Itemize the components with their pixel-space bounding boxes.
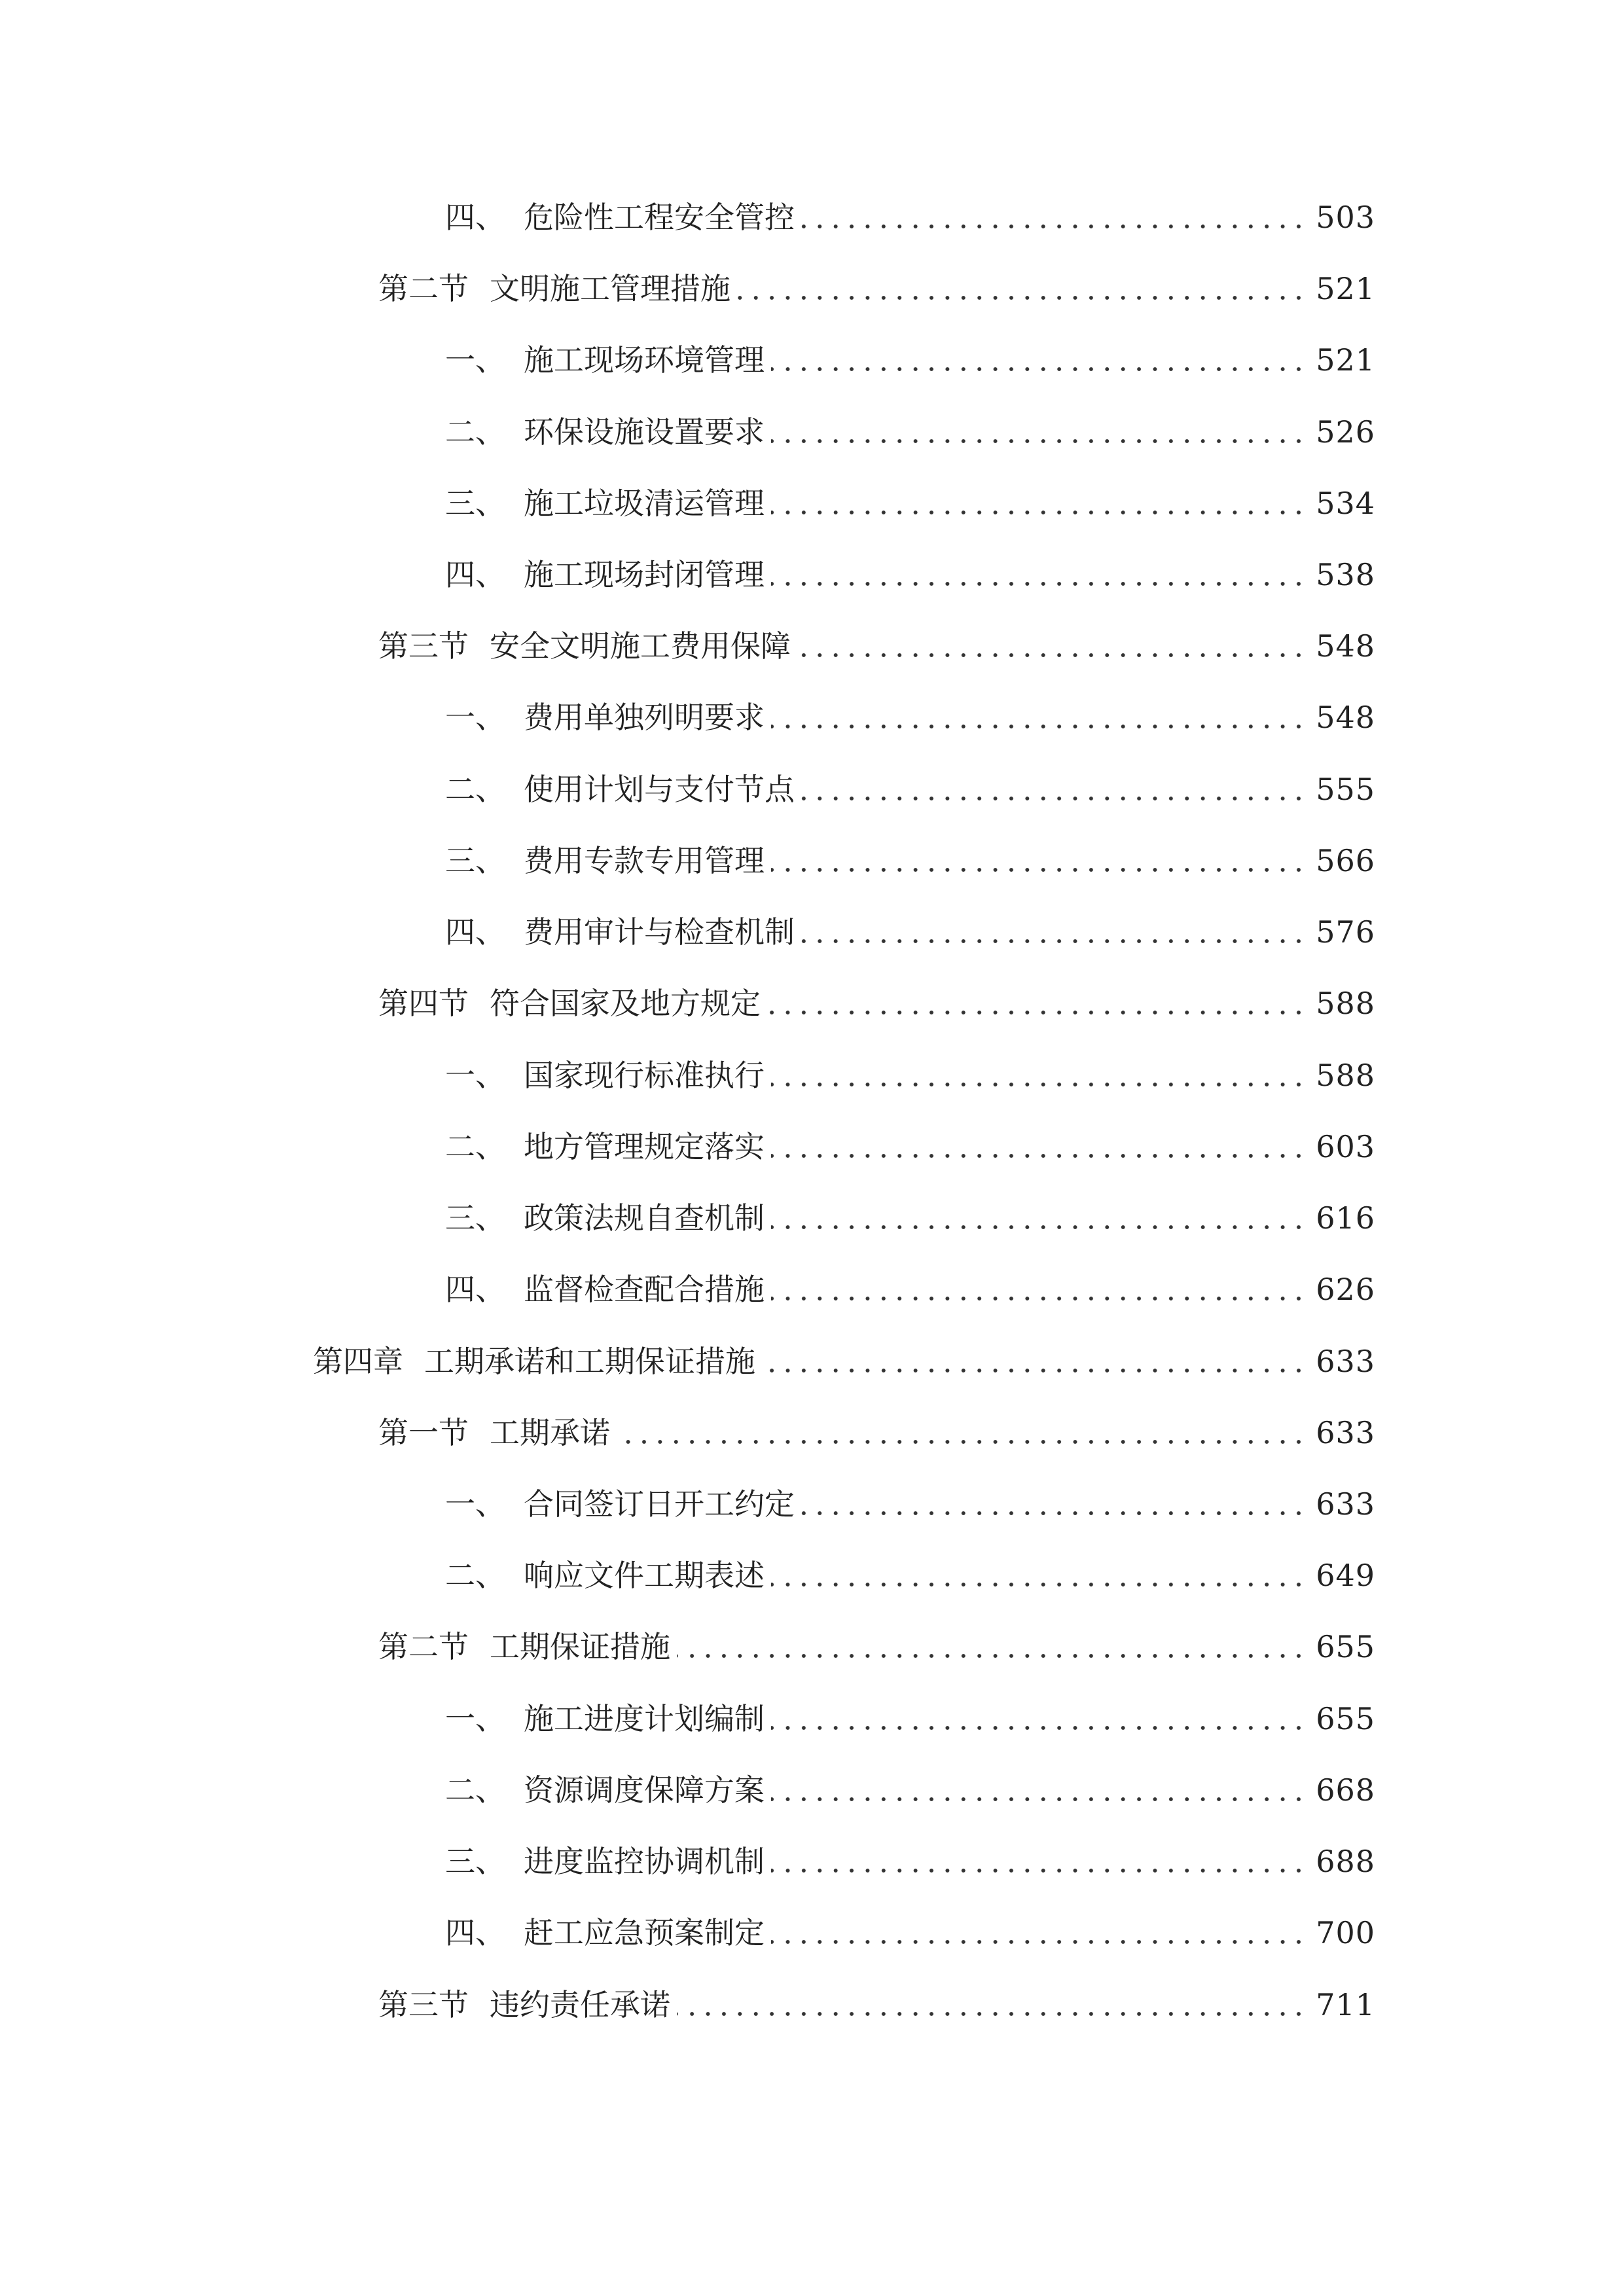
entry-number: 二、 xyxy=(445,772,505,807)
dot-leader xyxy=(801,1510,1307,1516)
dot-leader xyxy=(771,1581,1307,1588)
entry-number: 三、 xyxy=(445,1844,505,1879)
entry-title: 符合国家及地方规定 xyxy=(490,986,761,1021)
dot-leader xyxy=(737,295,1307,301)
entry-number: 第二节 xyxy=(378,271,469,306)
entry-title: 安全文明施工费用保障 xyxy=(490,628,791,664)
entry-title: 地方管理规定落实 xyxy=(524,1129,765,1164)
entry-page-number: 633 xyxy=(1316,1415,1375,1450)
entry-page-number: 603 xyxy=(1316,1129,1375,1164)
dot-leader xyxy=(771,1295,1307,1302)
toc-entry[interactable] xyxy=(445,1121,1375,1173)
entry-number: 第三节 xyxy=(378,628,469,664)
toc-entry[interactable] xyxy=(445,477,1375,529)
dot-leader xyxy=(771,1867,1307,1874)
dot-leader xyxy=(801,795,1307,802)
entry-number: 二、 xyxy=(445,414,505,450)
entry-page-number: 566 xyxy=(1316,843,1375,878)
toc-entry[interactable] xyxy=(445,406,1375,458)
entry-page-number: 588 xyxy=(1316,1058,1375,1093)
entry-title: 工期保证措施 xyxy=(490,1629,670,1664)
toc-entry[interactable] xyxy=(445,1263,1375,1316)
entry-page-number: 503 xyxy=(1316,200,1375,235)
entry-number: 一、 xyxy=(445,342,505,378)
entry-number: 一、 xyxy=(445,1486,505,1522)
entry-number: 第四章 xyxy=(313,1344,403,1379)
dot-leader xyxy=(677,2011,1307,2017)
entry-title: 违约责任承诺 xyxy=(490,1987,670,2022)
entry-page-number: 521 xyxy=(1316,342,1375,378)
entry-page-number: 633 xyxy=(1316,1486,1375,1522)
entry-page-number: 538 xyxy=(1316,557,1375,592)
entry-number: 四、 xyxy=(445,1272,505,1307)
entry-title: 工期承诺 xyxy=(490,1415,610,1450)
entry-page-number: 633 xyxy=(1316,1344,1375,1379)
entry-page-number: 616 xyxy=(1316,1200,1375,1236)
entry-number: 三、 xyxy=(445,843,505,878)
dot-leader xyxy=(771,366,1307,372)
entry-title: 合同签订日开工约定 xyxy=(524,1486,795,1522)
entry-title: 施工现场环境管理 xyxy=(524,342,765,378)
entry-number: 第二节 xyxy=(378,1629,469,1664)
toc-entry[interactable] xyxy=(445,548,1375,601)
toc-entry[interactable] xyxy=(445,763,1375,816)
dot-leader xyxy=(762,1367,1307,1374)
toc-entry[interactable] xyxy=(378,1979,1375,2031)
entry-title: 政策法规自查机制 xyxy=(524,1200,765,1236)
entry-title: 危险性工程安全管控 xyxy=(524,200,795,235)
dot-leader xyxy=(677,1653,1307,1659)
entry-page-number: 534 xyxy=(1316,486,1375,521)
toc-entry[interactable] xyxy=(445,1764,1375,1816)
toc-entry[interactable] xyxy=(445,1192,1375,1244)
entry-title: 进度监控协调机制 xyxy=(524,1844,765,1879)
entry-page-number: 521 xyxy=(1316,271,1375,306)
dot-leader xyxy=(771,581,1307,587)
toc-entry[interactable] xyxy=(378,1621,1375,1673)
entry-title: 资源调度保障方案 xyxy=(524,1772,765,1808)
entry-page-number: 711 xyxy=(1316,1987,1375,2022)
entry-page-number: 649 xyxy=(1316,1558,1375,1593)
entry-page-number: 588 xyxy=(1316,986,1375,1021)
toc-entry[interactable] xyxy=(445,1049,1375,1102)
entry-page-number: 548 xyxy=(1316,700,1375,735)
entry-page-number: 688 xyxy=(1316,1844,1375,1879)
entry-number: 二、 xyxy=(445,1772,505,1808)
entry-number: 三、 xyxy=(445,486,505,521)
entry-page-number: 526 xyxy=(1316,414,1375,450)
entry-title: 国家现行标准执行 xyxy=(524,1058,765,1093)
entry-title: 监督检查配合措施 xyxy=(524,1272,765,1307)
dot-leader xyxy=(771,867,1307,873)
dot-leader xyxy=(771,1153,1307,1159)
entry-number: 四、 xyxy=(445,200,505,235)
toc-entry[interactable] xyxy=(445,334,1375,386)
dot-leader xyxy=(771,438,1307,444)
entry-page-number: 555 xyxy=(1316,772,1375,807)
entry-title: 响应文件工期表述 xyxy=(524,1558,765,1593)
dot-leader xyxy=(797,652,1307,658)
entry-number: 第四节 xyxy=(378,986,469,1021)
entry-title: 环保设施设置要求 xyxy=(524,414,765,450)
entry-number: 三、 xyxy=(445,1200,505,1236)
entry-number: 一、 xyxy=(445,700,505,735)
entry-title: 费用审计与检查机制 xyxy=(524,914,795,950)
entry-number: 第三节 xyxy=(378,1987,469,2022)
entry-number: 二、 xyxy=(445,1129,505,1164)
dot-leader xyxy=(771,1081,1307,1088)
entry-title: 使用计划与支付节点 xyxy=(524,772,795,807)
entry-title: 施工垃圾清运管理 xyxy=(524,486,765,521)
entry-page-number: 626 xyxy=(1316,1272,1375,1307)
toc-entry[interactable] xyxy=(445,1907,1375,1959)
entry-page-number: 576 xyxy=(1316,914,1375,950)
entry-number: 一、 xyxy=(445,1701,505,1736)
entry-number: 四、 xyxy=(445,557,505,592)
entry-number: 四、 xyxy=(445,914,505,950)
entry-number: 二、 xyxy=(445,1558,505,1593)
entry-title: 赶工应急预案制定 xyxy=(524,1915,765,1950)
entry-number: 一、 xyxy=(445,1058,505,1093)
toc-entry[interactable] xyxy=(378,262,1375,315)
entry-title: 工期承诺和工期保证措施 xyxy=(424,1344,755,1379)
toc-entry[interactable] xyxy=(445,1693,1375,1745)
entry-page-number: 655 xyxy=(1316,1701,1375,1736)
dot-leader xyxy=(771,1224,1307,1230)
entry-page-number: 548 xyxy=(1316,628,1375,664)
toc-entry[interactable] xyxy=(445,191,1375,243)
dot-leader xyxy=(801,223,1307,230)
toc-entry[interactable] xyxy=(445,906,1375,958)
entry-title: 施工现场封闭管理 xyxy=(524,557,765,592)
dot-leader xyxy=(767,1009,1307,1016)
dot-leader xyxy=(801,938,1307,944)
entry-page-number: 700 xyxy=(1316,1915,1375,1950)
entry-page-number: 668 xyxy=(1316,1772,1375,1808)
entry-title: 文明施工管理措施 xyxy=(490,271,731,306)
dot-leader xyxy=(771,509,1307,516)
toc-entry[interactable] xyxy=(445,691,1375,744)
entry-title: 费用单独列明要求 xyxy=(524,700,765,735)
toc-entry[interactable] xyxy=(378,620,1375,672)
toc-entry[interactable] xyxy=(445,1835,1375,1888)
toc-entry[interactable] xyxy=(378,977,1375,1030)
toc-entry[interactable] xyxy=(445,834,1375,887)
dot-leader xyxy=(771,1796,1307,1803)
entry-number: 四、 xyxy=(445,1915,505,1950)
dot-leader xyxy=(771,1939,1307,1945)
entry-page-number: 655 xyxy=(1316,1629,1375,1664)
toc-entry[interactable] xyxy=(378,1407,1375,1459)
entry-title: 费用专款专用管理 xyxy=(524,843,765,878)
toc-entry[interactable] xyxy=(313,1335,1375,1388)
dot-leader xyxy=(771,1725,1307,1731)
dot-leader xyxy=(617,1439,1307,1445)
toc-entry[interactable] xyxy=(445,1549,1375,1602)
toc-entry[interactable] xyxy=(445,1478,1375,1530)
entry-title: 施工进度计划编制 xyxy=(524,1701,765,1736)
entry-number: 第一节 xyxy=(378,1415,469,1450)
dot-leader xyxy=(771,723,1307,730)
